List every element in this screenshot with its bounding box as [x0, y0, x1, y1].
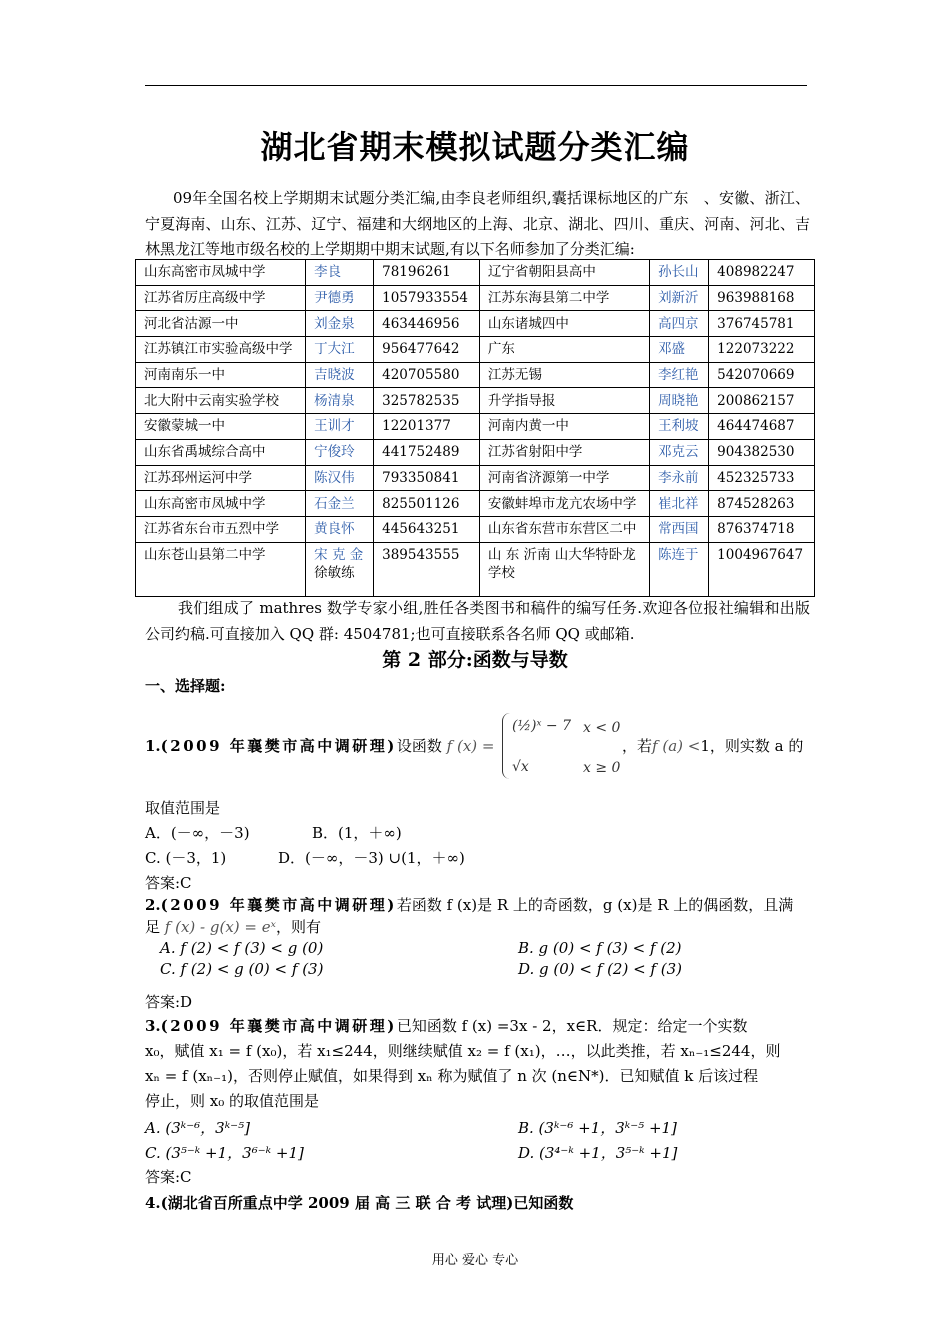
q1-cond: ，若	[622, 737, 653, 755]
school-cell-text: 河北省沽源一中	[144, 315, 239, 332]
school-cell	[136, 542, 306, 596]
school-cell-text: 安徽蒙城一中	[144, 418, 225, 435]
q1-fx: f (x) =	[446, 737, 495, 755]
school-cell	[479, 491, 649, 517]
school-cell	[479, 516, 649, 542]
q3-answer: 答案:C	[145, 1168, 192, 1186]
school-cell-text: 广东	[487, 341, 515, 358]
qq-cell	[374, 337, 480, 363]
school-cell	[479, 311, 649, 337]
school-cell-text: 山东诸城四中	[487, 315, 569, 332]
school-cell-text: 河南南乐一中	[144, 367, 225, 384]
school-cell-text: 山东高密市凤城中学	[144, 264, 266, 281]
teacher-name-cell	[650, 311, 709, 337]
qq-cell	[374, 285, 480, 311]
section-heading: 一、选择题:	[145, 677, 226, 695]
teacher-name-cell-text: 孙长山	[658, 264, 699, 281]
qq-cell-text: 420705580	[382, 367, 460, 384]
qq-cell-text: 78196261	[382, 264, 451, 281]
teacher-name-cell-text-line2: 徐敏练	[314, 564, 355, 581]
school-cell-text: 河南内黄一中	[487, 418, 569, 435]
q3-option-c: C. (3⁵⁻ᵏ +1，3⁶⁻ᵏ +1]	[145, 1144, 304, 1162]
qq-cell	[709, 542, 815, 596]
teacher-name-cell	[650, 337, 709, 363]
qq-cell-text: 874528263	[717, 495, 795, 512]
qq-cell-text: 12201377	[382, 418, 451, 435]
q3-line4: 停止，则 x₀ 的取值范围是	[145, 1092, 320, 1110]
q3-source: (2009 年襄樊市高中调研理)	[160, 1017, 397, 1035]
teacher-row	[136, 491, 815, 517]
qq-cell-text: 325782535	[382, 392, 460, 409]
teacher-row	[136, 414, 815, 440]
teacher-name-cell-text: 邓克云	[658, 444, 699, 461]
qq-cell	[709, 260, 815, 286]
school-cell	[136, 491, 306, 517]
qq-cell-text: 463446956	[382, 315, 460, 332]
qq-cell	[374, 362, 480, 388]
teacher-name-cell-text: 黄良怀	[314, 521, 355, 538]
qq-cell	[709, 285, 815, 311]
school-cell-text: 山东苍山县第二中学	[144, 546, 266, 563]
q1-piece2-expr: √x	[512, 759, 529, 775]
teacher-name-cell	[306, 491, 374, 517]
teacher-name-cell	[306, 285, 374, 311]
q3-line2: x₀，赋值 x₁ = f (x₀)，若 x₁≤244，则继续赋值 x₂ = f (x₁)，…，以此类推，若 xₙ₋₁≤244，则	[145, 1042, 781, 1060]
school-cell-text: 江苏省东台市五烈中学	[144, 521, 279, 538]
qq-cell	[374, 439, 480, 465]
qq-cell	[374, 414, 480, 440]
teacher-name-cell	[306, 439, 374, 465]
qq-cell-text: 956477642	[382, 341, 460, 358]
qq-cell-text: 1004967647	[717, 546, 804, 563]
teacher-name-cell	[650, 465, 709, 491]
teacher-name-cell-text: 崔北祥	[658, 495, 699, 512]
school-cell-text: 河南省济源第一中学	[487, 469, 610, 486]
school-cell	[136, 439, 306, 465]
teachers-table	[135, 259, 815, 597]
school-cell-text: 江苏邳州运河中学	[144, 469, 252, 486]
teacher-name-cell	[306, 362, 374, 388]
teacher-row	[136, 439, 815, 465]
qq-cell-text: 876374718	[717, 521, 795, 538]
school-cell	[479, 388, 649, 414]
teacher-name-cell	[650, 362, 709, 388]
q3-num: 3.	[145, 1017, 161, 1035]
school-cell-text: 山东省东营市东营区二中	[487, 521, 637, 538]
school-cell-text: 江苏省射阳中学	[487, 444, 583, 461]
teacher-name-cell	[306, 311, 374, 337]
q2-option-a: A. f (2) < f (3) < g (0)	[160, 939, 324, 957]
teacher-name-cell	[650, 516, 709, 542]
q2-line2-pre: 足	[145, 918, 161, 936]
school-cell-text: 江苏镇江市实验高级中学	[144, 341, 293, 358]
school-cell	[479, 362, 649, 388]
q3-line3: xₙ = f (xₙ₋₁)，否则停止赋值，如果得到 xₙ 称为赋值了 n 次 (n∈N*)．已知赋值 k 后该过程	[145, 1067, 759, 1085]
school-cell	[136, 260, 306, 286]
intro-paragraph: 09年全国名校上学期期末试题分类汇编,由李良老师组织,囊括课标地区的广东 、安徽、浙江、宁夏海南、山东、江苏、辽宁、福建和大纲地区的上海、北京、湖北、四川、重庆、河南、河北、吉林黑龙江等地市级名校的上学期期中期末试题,有以下名师参加了分类汇编:	[145, 189, 810, 258]
qq-cell	[374, 491, 480, 517]
q2-text: 若函数 f (x)是 R 上的奇函数，g (x)是 R 上的偶函数，且满	[396, 896, 794, 914]
teacher-name-cell-text: 陈汉伟	[314, 469, 355, 486]
qq-cell	[374, 388, 480, 414]
qq-cell-text: 445643251	[382, 521, 460, 538]
teacher-name-cell-text: 杨清泉	[314, 392, 355, 409]
qq-cell-text: 542070669	[717, 367, 795, 384]
school-cell	[136, 311, 306, 337]
teacher-row	[136, 260, 815, 286]
qq-cell	[709, 337, 815, 363]
qq-cell	[374, 465, 480, 491]
q1-line1-tail	[622, 735, 803, 756]
school-cell	[136, 465, 306, 491]
qq-cell-text: 963988168	[717, 290, 795, 307]
q2-option-c: C. f (2) < g (0) < f (3)	[160, 960, 324, 978]
q2-line1	[145, 894, 793, 915]
qq-cell	[709, 311, 815, 337]
teacher-name-cell	[650, 260, 709, 286]
teacher-row	[136, 337, 815, 363]
teacher-name-cell-text: 陈连于	[658, 546, 699, 563]
qq-cell-text: 441752489	[382, 444, 460, 461]
teacher-name-cell-text: 刘金泉	[314, 315, 355, 332]
school-cell	[479, 260, 649, 286]
qq-cell-text: 1057933554	[382, 290, 469, 307]
teacher-name-cell-text: 高四京	[658, 315, 699, 332]
teacher-name-cell-text: 宋 克 金	[314, 546, 364, 563]
school-cell-text: 辽宁省朝阳县高中	[487, 264, 596, 281]
teacher-name-cell	[306, 465, 374, 491]
school-cell-text: 安徽蚌埠市龙亢农场中学	[487, 495, 637, 512]
school-cell-text: 山东省禹城综合高中	[144, 444, 266, 461]
qq-cell	[709, 414, 815, 440]
qq-cell-text: 825501126	[382, 495, 460, 512]
teacher-name-cell	[306, 337, 374, 363]
teacher-row	[136, 362, 815, 388]
qq-cell-text: 464474687	[717, 418, 795, 435]
page-footer: 用心 爱心 专心	[431, 1253, 519, 1268]
qq-cell	[709, 516, 815, 542]
school-cell	[479, 414, 649, 440]
q1-option-d: D．(－∞，－3) ∪(1，＋∞)	[278, 849, 465, 867]
teacher-name-cell	[306, 260, 374, 286]
qq-cell	[709, 465, 815, 491]
qq-cell-text: 122073222	[717, 341, 795, 358]
q3-option-a: A. (3ᵏ⁻⁶，3ᵏ⁻⁵]	[145, 1119, 250, 1137]
teacher-name-cell	[306, 414, 374, 440]
school-cell-text: 山东高密市凤城中学	[144, 495, 266, 512]
teacher-name-cell-text: 刘新沂	[658, 290, 699, 307]
teacher-name-cell-text: 李永前	[658, 469, 699, 486]
teacher-name-cell-text: 周晓艳	[658, 392, 699, 409]
q2-num: 2.	[145, 896, 161, 914]
teacher-name-cell	[650, 285, 709, 311]
teacher-name-cell-text: 李良	[314, 264, 342, 281]
teacher-name-cell-text: 吉晓波	[314, 367, 355, 384]
q1-piece1-cond: x < 0	[583, 720, 621, 736]
teacher-name-cell-text: 邓盛	[658, 341, 686, 358]
qq-cell	[709, 491, 815, 517]
page-title: 湖北省期末模拟试题分类汇编	[260, 128, 690, 166]
school-cell	[479, 542, 649, 596]
q1-num: 1.	[145, 737, 161, 755]
q1-source: (2009 年襄樊市高中调研理)	[160, 737, 397, 755]
school-cell-text: 江苏省厉庄高级中学	[144, 290, 266, 307]
q2-answer: 答案:D	[145, 993, 193, 1011]
school-cell	[136, 285, 306, 311]
school-cell	[479, 465, 649, 491]
teacher-row	[136, 516, 815, 542]
q1-option-c: C. (－3，1)	[145, 849, 227, 867]
teacher-name-cell	[306, 516, 374, 542]
teacher-name-cell-text: 李红艳	[658, 367, 699, 384]
q1-option-a: A．(－∞，－3)	[145, 824, 250, 842]
school-cell-text-line2: 学校	[487, 564, 515, 581]
q3-line1	[145, 1015, 747, 1036]
qq-cell	[374, 260, 480, 286]
school-cell-text: 升学指导报	[487, 392, 556, 409]
teacher-name-cell-text: 丁大江	[314, 341, 355, 358]
q1-answer: 答案:C	[145, 874, 192, 892]
qq-cell	[709, 439, 815, 465]
teacher-name-cell	[650, 542, 709, 596]
q4-line1: 4.(湖北省百所重点中学 2009 届 高 三 联 合 考 试理)已知函数	[145, 1194, 574, 1212]
teacher-name-cell-text: 王训才	[314, 418, 355, 435]
school-cell-text: 北大附中云南实验学校	[144, 392, 279, 409]
school-cell	[136, 414, 306, 440]
teacher-name-cell	[650, 439, 709, 465]
qq-cell-text: 200862157	[717, 392, 795, 409]
q1-pre: 设函数	[396, 737, 442, 755]
teacher-name-cell-text: 尹德勇	[314, 290, 355, 307]
teacher-row	[136, 285, 815, 311]
teacher-name-cell-text: 常西国	[658, 521, 699, 538]
school-cell	[479, 439, 649, 465]
qq-cell	[374, 542, 480, 596]
q3-line1-text: 已知函数 f (x) =3x - 2，x∈R．规定：给定一个实数	[396, 1017, 748, 1035]
teacher-row	[136, 388, 815, 414]
teacher-row	[136, 465, 815, 491]
qq-cell-text: 904382530	[717, 444, 795, 461]
q3-option-b: B. (3ᵏ⁻⁶ +1，3ᵏ⁻⁵ +1]	[518, 1119, 677, 1137]
q2-line2-post: ，则有	[275, 918, 321, 936]
teacher-name-cell-text: 王利坡	[658, 418, 699, 435]
q2-option-b: B. g (0) < f (3) < f (2)	[518, 939, 682, 957]
school-cell	[136, 516, 306, 542]
teacher-name-cell	[650, 414, 709, 440]
teacher-name-cell	[306, 542, 374, 596]
school-cell	[136, 362, 306, 388]
qq-cell	[374, 516, 480, 542]
qq-cell-text: 408982247	[717, 264, 795, 281]
qq-cell	[374, 311, 480, 337]
q1-piece1-expr: (½)ˣ − 7	[512, 718, 572, 734]
q1-line1	[145, 735, 494, 756]
q3-option-d: D. (3⁴⁻ᵏ +1，3⁵⁻ᵏ +1]	[518, 1144, 678, 1162]
part-title: 第 2 部分:函数与导数	[382, 649, 568, 671]
q2-source: (2009 年襄樊市高中调研理)	[160, 896, 397, 914]
teacher-name-cell	[650, 388, 709, 414]
school-cell	[136, 337, 306, 363]
school-cell	[136, 388, 306, 414]
school-cell-text: 山 东 沂南 山大华特卧龙	[487, 546, 636, 563]
header-rule	[145, 85, 807, 86]
qq-cell	[709, 362, 815, 388]
teacher-name-cell	[306, 388, 374, 414]
q1-ineq: f (a) <	[652, 737, 701, 755]
qq-cell	[709, 388, 815, 414]
qq-cell-text: 452325733	[717, 469, 795, 486]
teacher-name-cell-text: 宁俊玲	[314, 444, 355, 461]
teacher-name-cell	[650, 491, 709, 517]
school-cell	[479, 337, 649, 363]
q2-option-d: D. g (0) < f (2) < f (3)	[518, 960, 682, 978]
qq-cell-text: 793350841	[382, 469, 460, 486]
q1-cont: 取值范围是	[145, 799, 221, 817]
school-cell-text: 江苏无锡	[487, 367, 542, 384]
q1-piece2-cond: x ≥ 0	[583, 760, 621, 776]
school-cell-text: 江苏东海县第二中学	[487, 290, 610, 307]
after-table-paragraph: 我们组成了 mathres 数学专家小组,胜任各类图书和稿件的编写任务.欢迎各位报社编辑和出版公司约稿.可直接加入 QQ 群: 4504781;也可直接联系各名师 QQ 或邮箱.	[145, 599, 810, 643]
school-cell	[479, 285, 649, 311]
teacher-name-cell-text: 石金兰	[314, 495, 355, 512]
q2-line2	[145, 916, 321, 937]
qq-cell-text: 376745781	[717, 315, 795, 332]
teacher-row	[136, 542, 815, 596]
q2-equation: f (x) - g(x) = eˣ	[164, 918, 276, 936]
teacher-row	[136, 311, 815, 337]
q1-post: 1，则实数 a 的	[700, 737, 804, 755]
q1-option-b: B．(1，＋∞)	[312, 824, 402, 842]
qq-cell-text: 389543555	[382, 546, 460, 563]
